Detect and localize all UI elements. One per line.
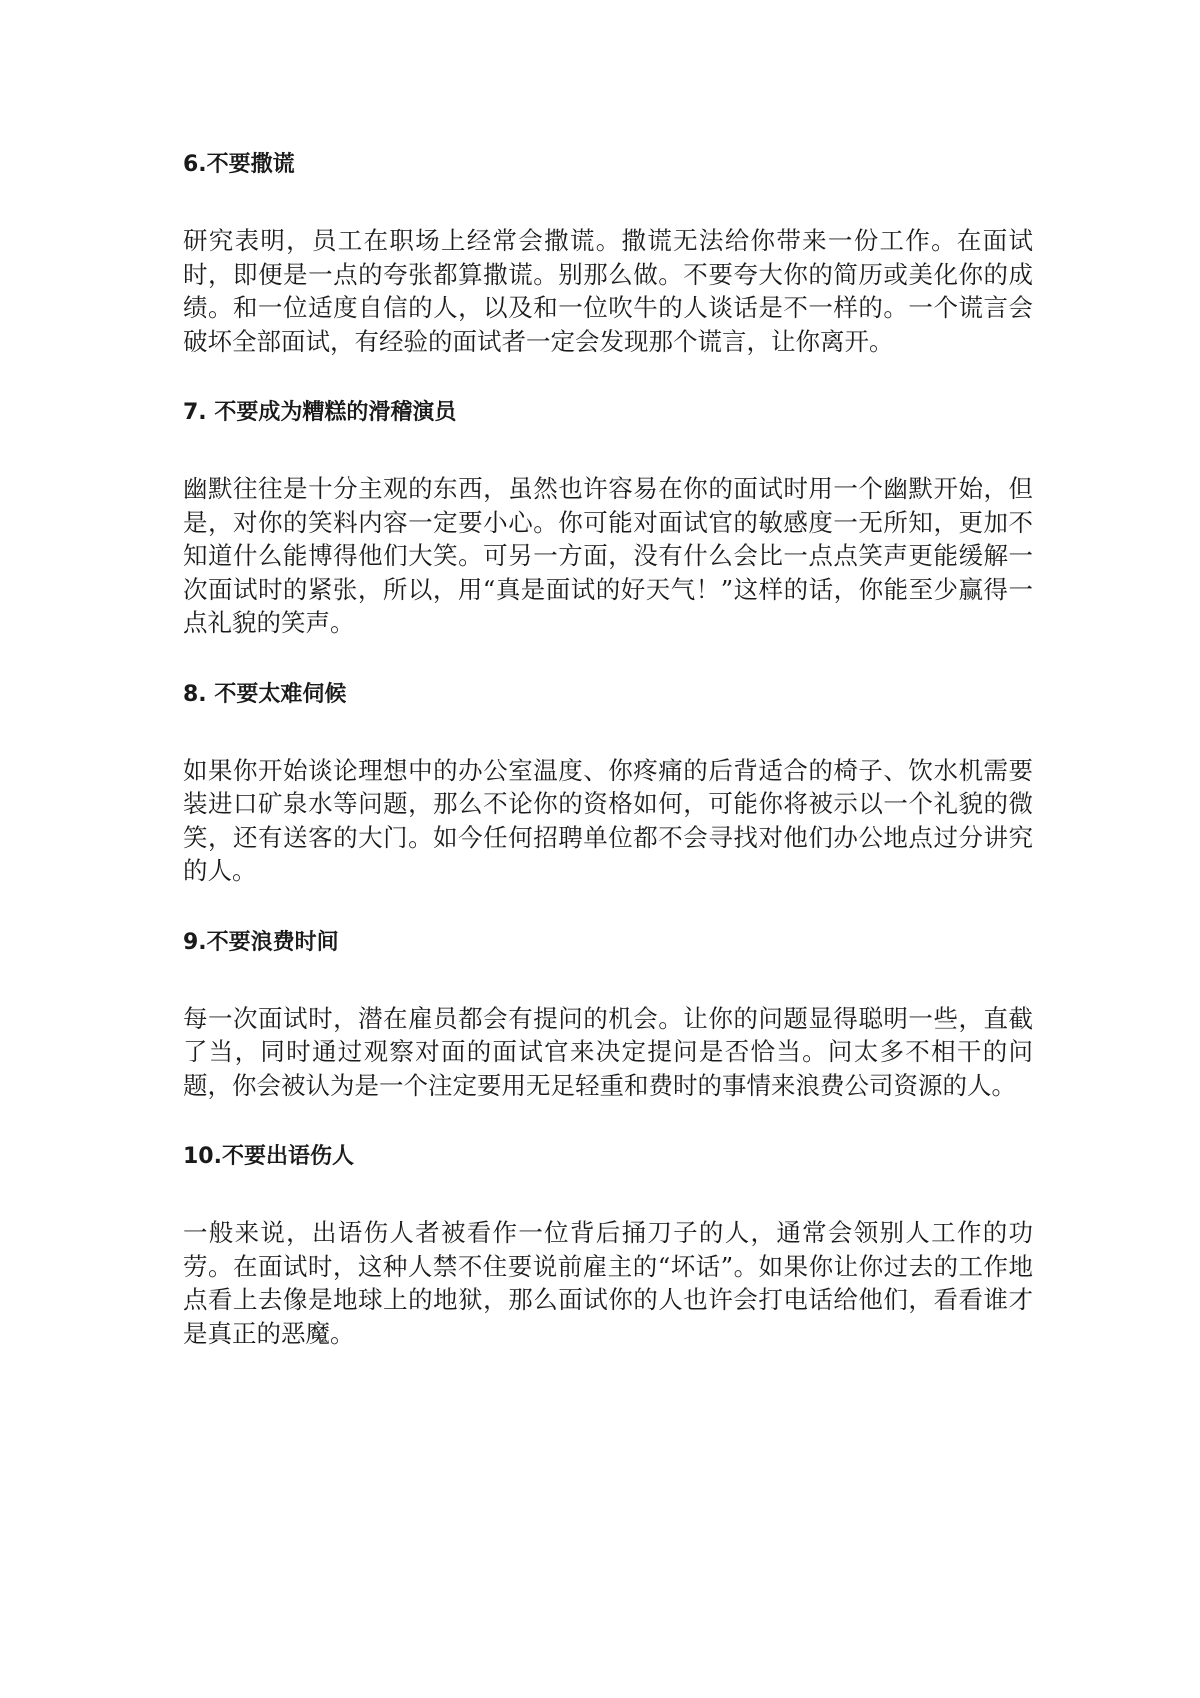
section-body-6: 研究表明，员工在职场上经常会撒谎。撒谎无法给你带来一份工作。在面试时，即便是一点的夸张都算撒谎。别那么做。不要夸大你的简历或美化你的成绩。和一位适度自信的人，以及和一位吹牛的人谈话是不一样的。一个谎言会破坏全部面试，有经验的面试者一定会发现那个谎言，让你离开。 <box>183 226 1033 356</box>
section-body-8: 如果你开始谈论理想中的办公室温度、你疼痛的后背适合的椅子、饮水机需要装进口矿泉水等问题，那么不论你的资格如何，可能你将被示以一个礼貌的微笑，还有送客的大门。如今任何招聘单位都不会寻找对他们办公地点过分讲究的人。 <box>183 755 1033 885</box>
section-heading-6: 6.不要撒谎 <box>183 152 295 177</box>
section-body-7: 幽默往往是十分主观的东西，虽然也许容易在你的面试时用一个幽默开始，但是，对你的笑料内容一定要小心。你可能对面试官的敏感度一无所知，更加不知道什么能博得他们大笑。可另一方面，没有什么会比一点点笑声更能缓解一次面试时的紧张，所以，用“真是面试的好天气！”这样的话，你能至少赢得一点礼貌的笑声。 <box>183 474 1033 637</box>
section-heading-7: 7. 不要成为糟糕的滑稽演员 <box>183 400 457 425</box>
section-heading-10: 10.不要出语伤人 <box>183 1144 354 1169</box>
section-heading-8: 8. 不要太难伺候 <box>183 681 347 707</box>
section-heading-9: 9.不要浪费时间 <box>183 929 339 955</box>
document-content <box>183 150 1033 1350</box>
section-body-9: 每一次面试时，潜在雇员都会有提问的机会。让你的问题显得聪明一些，直截了当，同时通过观察对面的面试官来决定提问是否恰当。问太多不相干的问题，你会被认为是一个注定要用无足轻重和费时的事情来浪费公司资源的人。 <box>183 1003 1033 1100</box>
section-body-10: 一般来说，出语伤人者被看作一位背后捅刀子的人，通常会领别人工作的功劳。在面试时，这种人禁不住要说前雇主的“坏话”。如果你让你过去的工作地点看上去像是地球上的地狱，那么面试你的人也许会打电话给他们，看看谁才是真正的恶魔。 <box>183 1218 1033 1348</box>
